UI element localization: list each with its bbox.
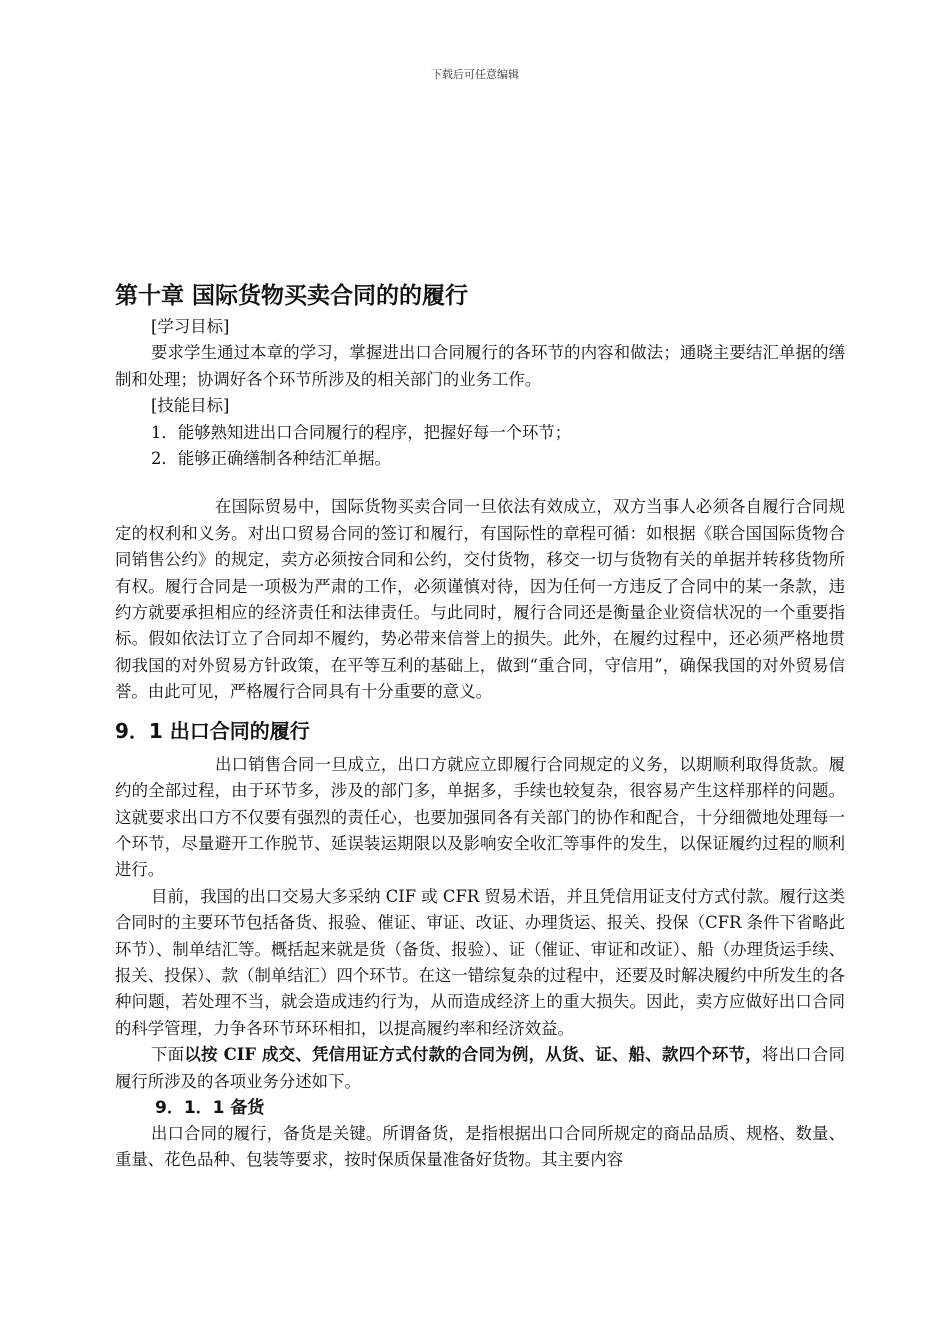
intro-paragraph: 在国际贸易中，国际货物买卖合同一旦依法有效成立，双方当事人必须各自履行合同规定的权利和义务。对出口贸易合同的签订和履行，有国际性的章程可循：如根据《联合国国际货物合同销售公约》的规定，卖方必须按合同和公约，交付货物，移交一切与货物有关的单据并转移货物所有权。履行合同是一项极为严肃的工作，必须谨慎对待，因为任何一方违反了合同中的某一条款，违约方就要承担相应的经济责任和法律责任。与此同时，履行合同还是衡量企业资信状况的一个重要指标。假如依法订立了合同却不履约，势必带来信誉上的损失。此外，在履约过程中，还必须严格地贯彻我国的对外贸易方针政策，在平等互利的基础上，做到“重合同，守信用”，确保我国的对外贸易信誉。由此可见，严格履行合同具有十分重要的意义。 [115, 497, 845, 702]
chapter-title: 第十章 国际货物买卖合同的的履行 [115, 283, 469, 309]
skill-objective-item: 2．能够正确缮制各种结汇单据。 [151, 449, 391, 469]
section-heading: 9．1 出口合同的履行 [115, 718, 310, 743]
body-paragraph [115, 1042, 845, 1095]
paragraph-prefix: 下面 [151, 1045, 185, 1065]
spacer [115, 472, 845, 494]
body-paragraph: 目前，我国的出口交易大多采纳 CIF 或 CFR 贸易术语，并且凭信用证支付方式付款。履行这类合同时的主要环节包括备货、报验、催证、审证、改证、办理货运、报关、投保（CFR 条件下省略此环节）、制单结汇等。概括起来就是货（备货、报验）、证（催证、审证和改证）、船（办理货运手续、报关、投保）、款（制单结汇）四个环节。在这一错综复杂的过程中，还要及时解决履约中所发生的各种问题，若处理不当，就会造成违约行为，从而造成经济上的重大损失。因此，卖方应做好出口合同的科学管理，力争各环节环环相扣，以提高履约率和经济效益。 [115, 886, 845, 1038]
subsection-heading: 9．1．1 备货 [155, 1097, 265, 1118]
emphasized-text: 以按 CIF 成交、凭信用证方式付款的合同为例，从货、证、船、款四个环节， [184, 1045, 762, 1065]
document-body [115, 278, 845, 1174]
learning-objectives-text: 要求学生通过本章的学习，掌握进出口合同履行的各环节的内容和做法；通晓主要结汇单据的缮制和处理；协调好各个环节所涉及的相关部门的业务工作。 [115, 343, 845, 389]
learning-objectives-label: [学习目标] [151, 317, 230, 336]
body-paragraph: 出口销售合同一旦成立，出口方就应立即履行合同规定的义务，以期顺利取得货款。履约的全部过程，由于环节多，涉及的部门多，单据多，手续也较复杂，很容易产生这样那样的问题。这就要求出口方不仅要有强烈的责任心，也要加强同各有关部门的协作和配合，十分细微地处理每一个环节，尽量避开工作脱节、延误装运期限以及影响安全收汇等事件的发生，以保证履约过程的顺利进行。 [115, 754, 845, 880]
skill-objective-item: 1．能够熟知进出口合同履行的程序，把握好每一个环节； [151, 422, 572, 442]
page-header: 下载后可任意编辑 [431, 68, 519, 81]
body-paragraph: 出口合同的履行，备货是关键。所谓备货，是指根据出口合同所规定的商品品质、规格、数量、重量、花色品种、包装等要求，按时保质保量准备好货物。其主要内容 [115, 1123, 845, 1170]
skill-objectives-label: [技能目标] [151, 396, 230, 416]
paragraph-suffix: 将出口合同履行所涉及的各项业务分述如下。 [115, 1045, 846, 1091]
